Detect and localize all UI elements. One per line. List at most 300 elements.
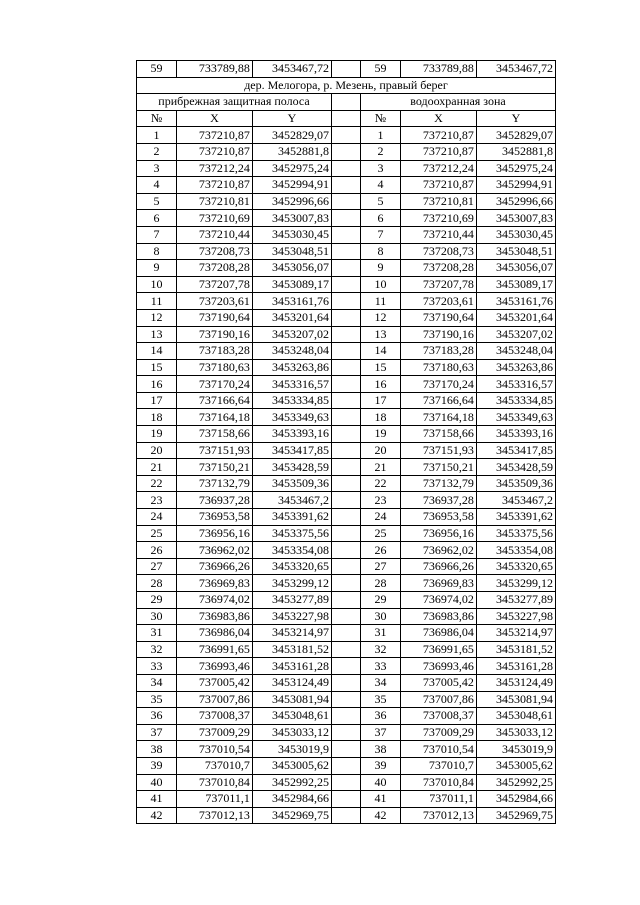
y-coordinate-right: 3453467,2 [476, 492, 555, 509]
y-coordinate-right: 3452829,07 [476, 127, 555, 144]
point-number: 38 [137, 741, 177, 758]
table-row [137, 757, 556, 774]
point-number: 15 [137, 359, 177, 376]
table-row [137, 558, 556, 575]
x-coordinate-right: 737180,63 [401, 359, 477, 376]
y-coordinate: 3453349,63 [252, 409, 331, 426]
point-number-right: 9 [360, 260, 400, 277]
x-coordinate-right: 736969,83 [401, 575, 477, 592]
y-coordinate-right: 3453161,76 [476, 293, 555, 310]
point-number-right: 3 [360, 160, 400, 177]
y-coordinate: 3453248,04 [252, 343, 331, 360]
gap-cell [331, 757, 360, 774]
x-coordinate: 737132,79 [177, 475, 253, 492]
gap-cell [331, 625, 360, 642]
table-row [137, 509, 556, 526]
x-coordinate: 737009,29 [177, 724, 253, 741]
point-number-right: 4 [360, 177, 400, 194]
x-coordinate-right: 737164,18 [401, 409, 477, 426]
y-coordinate-right: 3453089,17 [476, 276, 555, 293]
gap-cell [331, 708, 360, 725]
gap-cell [331, 260, 360, 277]
x-coordinate: 737010,7 [177, 757, 253, 774]
table-row [137, 160, 556, 177]
gap-cell [331, 61, 360, 78]
gap-cell [331, 343, 360, 360]
y-coordinate-right: 3452975,24 [476, 160, 555, 177]
point-number-right: 28 [360, 575, 400, 592]
point-number: 21 [137, 459, 177, 476]
table-row [137, 343, 556, 360]
x-coordinate-right: 737212,24 [401, 160, 477, 177]
y-coordinate: 3453277,89 [252, 592, 331, 609]
point-number-right: 37 [360, 724, 400, 741]
table-row [137, 724, 556, 741]
x-coordinate-right: 737009,29 [401, 724, 477, 741]
x-coordinate-right: 736993,46 [401, 658, 477, 675]
x-coordinate: 737183,28 [177, 343, 253, 360]
point-number-right: 22 [360, 475, 400, 492]
x-coordinate: 737210,81 [177, 193, 253, 210]
y-coordinate: 3453320,65 [252, 558, 331, 575]
x-coordinate-right: 737010,84 [401, 774, 477, 791]
x-coordinate: 737008,37 [177, 708, 253, 725]
column-headers-row [137, 110, 556, 127]
y-coordinate-right: 3453033,12 [476, 724, 555, 741]
y-coordinate: 3453207,02 [252, 326, 331, 343]
y-coordinate-right: 3453299,12 [476, 575, 555, 592]
y-coordinate-right: 3453030,45 [476, 226, 555, 243]
x-coordinate-right: 737190,64 [401, 309, 477, 326]
point-number: 19 [137, 426, 177, 443]
point-number: 27 [137, 558, 177, 575]
x-coordinate-right: 737005,42 [401, 674, 477, 691]
x-coordinate-right: 737010,54 [401, 741, 477, 758]
y-coordinate-right: 3452984,66 [476, 791, 555, 808]
gap-cell [331, 658, 360, 675]
point-number-right: 12 [360, 309, 400, 326]
gap-cell [331, 691, 360, 708]
gap-cell [331, 293, 360, 310]
x-coordinate-right: 737183,28 [401, 343, 477, 360]
point-number: 24 [137, 509, 177, 526]
point-number: 25 [137, 525, 177, 542]
point-number-right: 6 [360, 210, 400, 227]
x-coordinate: 737210,87 [177, 177, 253, 194]
y-coordinate: 3452992,25 [252, 774, 331, 791]
table-row [137, 741, 556, 758]
point-number-right: 31 [360, 625, 400, 642]
point-number-right: 35 [360, 691, 400, 708]
y-coordinate: 3453375,56 [252, 525, 331, 542]
gap-cell [331, 94, 360, 111]
table-row [137, 143, 556, 160]
x-coordinate-right: 736953,58 [401, 509, 477, 526]
x-coordinate: 737190,16 [177, 326, 253, 343]
x-coordinate: 737210,69 [177, 210, 253, 227]
point-number: 31 [137, 625, 177, 642]
point-number-right: 40 [360, 774, 400, 791]
top-row-x: 733789,88 [177, 61, 253, 78]
x-coordinate-right: 737210,87 [401, 127, 477, 144]
y-coordinate-right: 3453277,89 [476, 592, 555, 609]
top-row-n: 59 [137, 61, 177, 78]
table-row [137, 641, 556, 658]
y-coordinate-right: 3452994,91 [476, 177, 555, 194]
x-coordinate-right: 736937,28 [401, 492, 477, 509]
gap-cell [331, 226, 360, 243]
x-coordinate-right: 737010,7 [401, 757, 477, 774]
gap-cell [331, 724, 360, 741]
point-number: 28 [137, 575, 177, 592]
y-coordinate-right: 3453248,04 [476, 343, 555, 360]
x-coordinate: 737011,1 [177, 791, 253, 808]
x-coordinate-right: 736986,04 [401, 625, 477, 642]
table-row [137, 807, 556, 824]
table-row [137, 608, 556, 625]
y-coordinate: 3452829,07 [252, 127, 331, 144]
y-coordinate: 3453354,08 [252, 542, 331, 559]
x-coordinate: 737208,28 [177, 260, 253, 277]
point-number: 13 [137, 326, 177, 343]
y-coordinate-right: 3453320,65 [476, 558, 555, 575]
col-header-y: Y [252, 110, 331, 127]
gap-cell [331, 243, 360, 260]
point-number-right: 42 [360, 807, 400, 824]
gap-cell [331, 592, 360, 609]
point-number: 33 [137, 658, 177, 675]
point-number: 36 [137, 708, 177, 725]
x-coordinate: 736974,02 [177, 592, 253, 609]
point-number: 20 [137, 442, 177, 459]
x-coordinate: 736953,58 [177, 509, 253, 526]
gap-cell [331, 177, 360, 194]
y-coordinate: 3453161,28 [252, 658, 331, 675]
x-coordinate-right: 737132,79 [401, 475, 477, 492]
y-coordinate-right: 3453019,9 [476, 741, 555, 758]
x-coordinate: 737012,13 [177, 807, 253, 824]
y-coordinate: 3453161,76 [252, 293, 331, 310]
gap-cell [331, 558, 360, 575]
point-number-right: 15 [360, 359, 400, 376]
y-coordinate-right: 3453214,97 [476, 625, 555, 642]
y-coordinate: 3453007,83 [252, 210, 331, 227]
coordinates-table [136, 60, 556, 824]
point-number-right: 21 [360, 459, 400, 476]
point-number-right: 26 [360, 542, 400, 559]
gap-cell [331, 641, 360, 658]
y-coordinate-right: 3453081,94 [476, 691, 555, 708]
y-coordinate: 3453417,85 [252, 442, 331, 459]
y-coordinate-right: 3453349,63 [476, 409, 555, 426]
y-coordinate-right: 3453007,83 [476, 210, 555, 227]
gap-cell [331, 475, 360, 492]
top-row [137, 61, 556, 78]
table-row [137, 625, 556, 642]
point-number: 37 [137, 724, 177, 741]
point-number: 29 [137, 592, 177, 609]
y-coordinate-right: 3453227,98 [476, 608, 555, 625]
x-coordinate: 737158,66 [177, 426, 253, 443]
table-row [137, 542, 556, 559]
gap-cell [331, 807, 360, 824]
y-coordinate: 3453056,07 [252, 260, 331, 277]
point-number-right: 39 [360, 757, 400, 774]
point-number-right: 8 [360, 243, 400, 260]
y-coordinate: 3453030,45 [252, 226, 331, 243]
point-number: 14 [137, 343, 177, 360]
y-coordinate-right: 3453181,52 [476, 641, 555, 658]
y-coordinate-right: 3452996,66 [476, 193, 555, 210]
top-row-y: 3453467,72 [252, 61, 331, 78]
x-coordinate: 737151,93 [177, 442, 253, 459]
point-number: 10 [137, 276, 177, 293]
table-row [137, 293, 556, 310]
point-number-right: 30 [360, 608, 400, 625]
top-row-x-right: 733789,88 [401, 61, 477, 78]
point-number-right: 23 [360, 492, 400, 509]
col-header-x: X [177, 110, 253, 127]
x-coordinate-right: 736962,02 [401, 542, 477, 559]
table-row [137, 226, 556, 243]
x-coordinate-right: 737011,1 [401, 791, 477, 808]
x-coordinate-right: 737210,44 [401, 226, 477, 243]
x-coordinate: 736962,02 [177, 542, 253, 559]
point-number-right: 19 [360, 426, 400, 443]
point-number: 17 [137, 392, 177, 409]
y-coordinate: 3453316,57 [252, 376, 331, 393]
point-number: 41 [137, 791, 177, 808]
point-number-right: 16 [360, 376, 400, 393]
table-row [137, 309, 556, 326]
point-number: 2 [137, 143, 177, 160]
point-number-right: 25 [360, 525, 400, 542]
y-coordinate-right: 3453201,64 [476, 309, 555, 326]
y-coordinate-right: 3453056,07 [476, 260, 555, 277]
table-row [137, 326, 556, 343]
point-number: 3 [137, 160, 177, 177]
x-coordinate-right: 736974,02 [401, 592, 477, 609]
left-zone-heading: прибрежная защитная полоса [137, 94, 332, 111]
x-coordinate: 736966,26 [177, 558, 253, 575]
table-row [137, 210, 556, 227]
y-coordinate: 3453089,17 [252, 276, 331, 293]
x-coordinate: 737207,78 [177, 276, 253, 293]
y-coordinate: 3453033,12 [252, 724, 331, 741]
point-number-right: 17 [360, 392, 400, 409]
x-coordinate-right: 737166,64 [401, 392, 477, 409]
table-row [137, 575, 556, 592]
top-row-n-right: 59 [360, 61, 400, 78]
x-coordinate: 737010,84 [177, 774, 253, 791]
point-number: 7 [137, 226, 177, 243]
table-row [137, 791, 556, 808]
x-coordinate: 737212,24 [177, 160, 253, 177]
point-number-right: 29 [360, 592, 400, 609]
table-row [137, 426, 556, 443]
y-coordinate: 3452994,91 [252, 177, 331, 194]
gap-cell [331, 193, 360, 210]
y-coordinate-right: 3453316,57 [476, 376, 555, 393]
gap-cell [331, 492, 360, 509]
y-coordinate: 3452996,66 [252, 193, 331, 210]
gap-cell [331, 376, 360, 393]
x-coordinate-right: 737007,86 [401, 691, 477, 708]
table-row [137, 392, 556, 409]
top-row-y-right: 3453467,72 [476, 61, 555, 78]
x-coordinate: 736983,86 [177, 608, 253, 625]
table-row [137, 177, 556, 194]
x-coordinate-right: 737170,24 [401, 376, 477, 393]
point-number-right: 18 [360, 409, 400, 426]
gap-cell [331, 210, 360, 227]
point-number-right: 13 [360, 326, 400, 343]
y-coordinate: 3453393,16 [252, 426, 331, 443]
table-row [137, 127, 556, 144]
y-coordinate-right: 3453417,85 [476, 442, 555, 459]
y-coordinate: 3453005,62 [252, 757, 331, 774]
table-row [137, 592, 556, 609]
point-number-right: 24 [360, 509, 400, 526]
table-row [137, 243, 556, 260]
point-number-right: 7 [360, 226, 400, 243]
x-coordinate-right: 737203,61 [401, 293, 477, 310]
x-coordinate-right: 737012,13 [401, 807, 477, 824]
point-number: 40 [137, 774, 177, 791]
table-row [137, 525, 556, 542]
gap-cell [331, 608, 360, 625]
x-coordinate-right: 737210,81 [401, 193, 477, 210]
y-coordinate: 3453201,64 [252, 309, 331, 326]
gap-cell [331, 741, 360, 758]
x-coordinate: 737180,63 [177, 359, 253, 376]
right-zone-heading: водоохранная зона [360, 94, 555, 111]
x-coordinate: 736986,04 [177, 625, 253, 642]
x-coordinate: 736937,28 [177, 492, 253, 509]
x-coordinate-right: 737208,73 [401, 243, 477, 260]
y-coordinate-right: 3453263,86 [476, 359, 555, 376]
point-number-right: 20 [360, 442, 400, 459]
point-number-right: 1 [360, 127, 400, 144]
x-coordinate-right: 737208,28 [401, 260, 477, 277]
x-coordinate-right: 736956,16 [401, 525, 477, 542]
y-coordinate: 3453263,86 [252, 359, 331, 376]
point-number: 6 [137, 210, 177, 227]
y-coordinate-right: 3453375,56 [476, 525, 555, 542]
point-number-right: 41 [360, 791, 400, 808]
point-number: 22 [137, 475, 177, 492]
y-coordinate-right: 3453354,08 [476, 542, 555, 559]
table-row [137, 674, 556, 691]
point-number: 4 [137, 177, 177, 194]
x-coordinate: 737203,61 [177, 293, 253, 310]
y-coordinate-right: 3453334,85 [476, 392, 555, 409]
col-header-x-right: X [401, 110, 477, 127]
col-header-n: № [137, 110, 177, 127]
gap-cell [331, 409, 360, 426]
table-row [137, 708, 556, 725]
point-number-right: 32 [360, 641, 400, 658]
y-coordinate: 3452881,8 [252, 143, 331, 160]
y-coordinate-right: 3453124,49 [476, 674, 555, 691]
point-number: 18 [137, 409, 177, 426]
y-coordinate: 3453019,9 [252, 741, 331, 758]
y-coordinate: 3453334,85 [252, 392, 331, 409]
x-coordinate-right: 737151,93 [401, 442, 477, 459]
point-number: 39 [137, 757, 177, 774]
y-coordinate: 3453124,49 [252, 674, 331, 691]
gap-cell [331, 674, 360, 691]
x-coordinate: 737005,42 [177, 674, 253, 691]
x-coordinate-right: 737210,69 [401, 210, 477, 227]
x-coordinate-right: 736991,65 [401, 641, 477, 658]
y-coordinate-right: 3453428,59 [476, 459, 555, 476]
table-row [137, 376, 556, 393]
y-coordinate: 3452975,24 [252, 160, 331, 177]
gap-cell [331, 143, 360, 160]
x-coordinate: 737010,54 [177, 741, 253, 758]
x-coordinate-right: 737207,78 [401, 276, 477, 293]
point-number: 34 [137, 674, 177, 691]
x-coordinate: 736993,46 [177, 658, 253, 675]
gap-cell [331, 791, 360, 808]
x-coordinate-right: 737150,21 [401, 459, 477, 476]
y-coordinate-right: 3453048,51 [476, 243, 555, 260]
gap-cell [331, 359, 360, 376]
point-number: 12 [137, 309, 177, 326]
point-number-right: 34 [360, 674, 400, 691]
y-coordinate-right: 3453161,28 [476, 658, 555, 675]
table-row [137, 475, 556, 492]
x-coordinate: 737210,87 [177, 127, 253, 144]
gap-cell [331, 575, 360, 592]
y-coordinate-right: 3453393,16 [476, 426, 555, 443]
point-number: 42 [137, 807, 177, 824]
x-coordinate: 736969,83 [177, 575, 253, 592]
table-row [137, 492, 556, 509]
table-row [137, 409, 556, 426]
gap-cell [331, 774, 360, 791]
x-coordinate-right: 737210,87 [401, 143, 477, 160]
gap-cell [331, 110, 360, 127]
x-coordinate: 737166,64 [177, 392, 253, 409]
y-coordinate: 3453509,36 [252, 475, 331, 492]
gap-cell [331, 276, 360, 293]
y-coordinate-right: 3453509,36 [476, 475, 555, 492]
y-coordinate: 3453048,51 [252, 243, 331, 260]
point-number: 9 [137, 260, 177, 277]
point-number: 16 [137, 376, 177, 393]
point-number-right: 38 [360, 741, 400, 758]
col-header-y-right: Y [476, 110, 555, 127]
table-row [137, 260, 556, 277]
point-number: 11 [137, 293, 177, 310]
y-coordinate-right: 3452969,75 [476, 807, 555, 824]
gap-cell [331, 525, 360, 542]
y-coordinate-right: 3453207,02 [476, 326, 555, 343]
point-number: 30 [137, 608, 177, 625]
zone-headings-row [137, 94, 556, 111]
gap-cell [331, 459, 360, 476]
y-coordinate: 3453181,52 [252, 641, 331, 658]
gap-cell [331, 542, 360, 559]
y-coordinate: 3453467,2 [252, 492, 331, 509]
point-number: 32 [137, 641, 177, 658]
gap-cell [331, 309, 360, 326]
gap-cell [331, 442, 360, 459]
section-title-row [137, 77, 556, 94]
x-coordinate: 737210,44 [177, 226, 253, 243]
